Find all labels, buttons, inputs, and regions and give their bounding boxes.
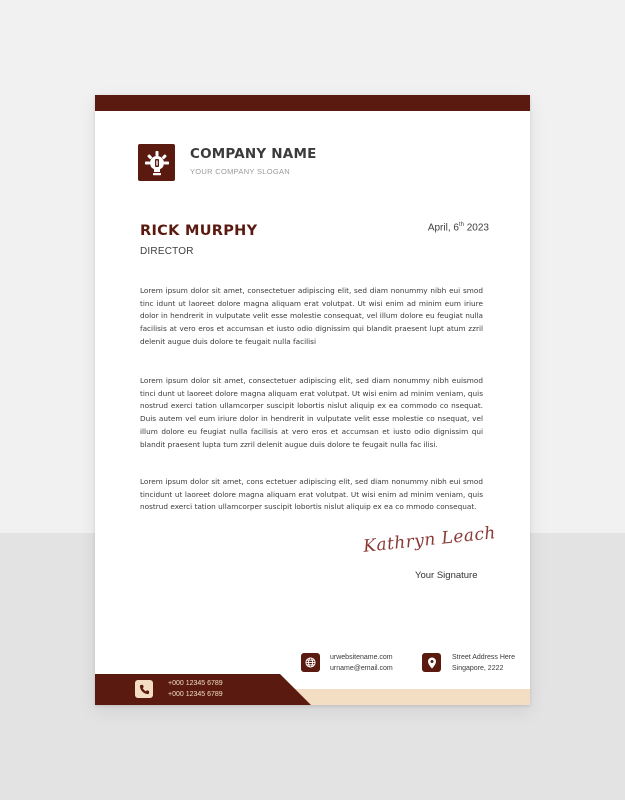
address-line-1: Street Address Here xyxy=(452,654,516,661)
sender-name: RICK MURPHY xyxy=(140,223,258,239)
body-paragraph-1: Lorem ipsum dolor sit amet, consectetuer adipiscing elit, sed diam nonummy nibh eui smod tinc idunt ut laoreet dolore magna aliquam erat volutpat. Ut wisi enim ad minim eum iriure dolor in hendrerit in vulputate velit esse molestie consequat, vel illum dolore eu feugiat nulla facilisis at vero eros et accumsan et iusto odio dignissim qui blandit praesent lupt atum zzril delenit augue duis dolore te feugait nulla facilisi xyxy=(140,286,483,346)
top-accent-bar xyxy=(95,95,530,111)
website-email-icon-box xyxy=(301,653,320,672)
date-year: 2023 xyxy=(463,222,489,234)
address-line-2: Singapore, 2222 xyxy=(452,665,504,672)
footer-accent-strip xyxy=(295,689,530,705)
date-prefix: April, 6 xyxy=(427,222,459,234)
globe-icon xyxy=(305,657,316,668)
company-name: COMPANY NAME xyxy=(190,146,317,162)
sender-title: DIRECTOR xyxy=(140,246,194,257)
phone-icon xyxy=(139,684,150,695)
gear-lightbulb-icon xyxy=(144,150,170,176)
letter-date xyxy=(428,222,489,233)
handwritten-signature: Kathryn Leach xyxy=(362,523,497,557)
body-paragraph-3: Lorem ipsum dolor sit amet, cons ectetuer adipiscing elit, sed diam nonummy nibh eui smod tincidunt ut laoreet dolore magna aliquam erat volutpat. Ut wisi enim ad minim veniam, quis nostrud exerci tation ullamcorper suscipit lobortis nislut aliquip ex ea co mmodo consequat. xyxy=(140,477,483,512)
address-block xyxy=(452,652,515,674)
phone-number-1: +000 12345 6789 xyxy=(168,680,223,687)
company-logo xyxy=(138,144,175,181)
location-pin-icon xyxy=(427,657,437,669)
body-paragraph-2: Lorem ipsum dolor sit amet, consectetuer adipiscing elit, sed diam nonummy nibh euismod tinci dunt ut laoreet dolore magna aliquam erat volutpat. Ut wisi enim ad minim veniam, quis nostrud exerci tation ullamcorper suscipit lobortis nislut aliquip ex ea commodo co nsequat. Duis autem vel eum iriure dolor in hendrerit in vulputate velit esse molestie co nsequat, vel illum dolore eu feugiat nulla facilisis at vero eros et accumsan et iusto odio dignissim qui blandit praesent lupta tum zzril delenit augue duis dolore te feugait nulla fac ilisi. xyxy=(140,376,483,449)
date-suffix: th xyxy=(458,222,464,228)
website-text: urwebsitename.com xyxy=(330,654,393,661)
signature-label: Your Signature xyxy=(415,570,478,581)
website-email-block xyxy=(330,652,393,674)
phone-number-2: +000 12345 6789 xyxy=(168,690,223,698)
phone-numbers xyxy=(168,679,223,700)
address-icon-box xyxy=(422,653,441,672)
phone-icon-box xyxy=(135,680,153,698)
company-slogan: YOUR COMPANY SLOGAN xyxy=(190,167,291,176)
email-text: urname@email.com xyxy=(330,665,393,672)
letterhead-page xyxy=(95,95,530,705)
